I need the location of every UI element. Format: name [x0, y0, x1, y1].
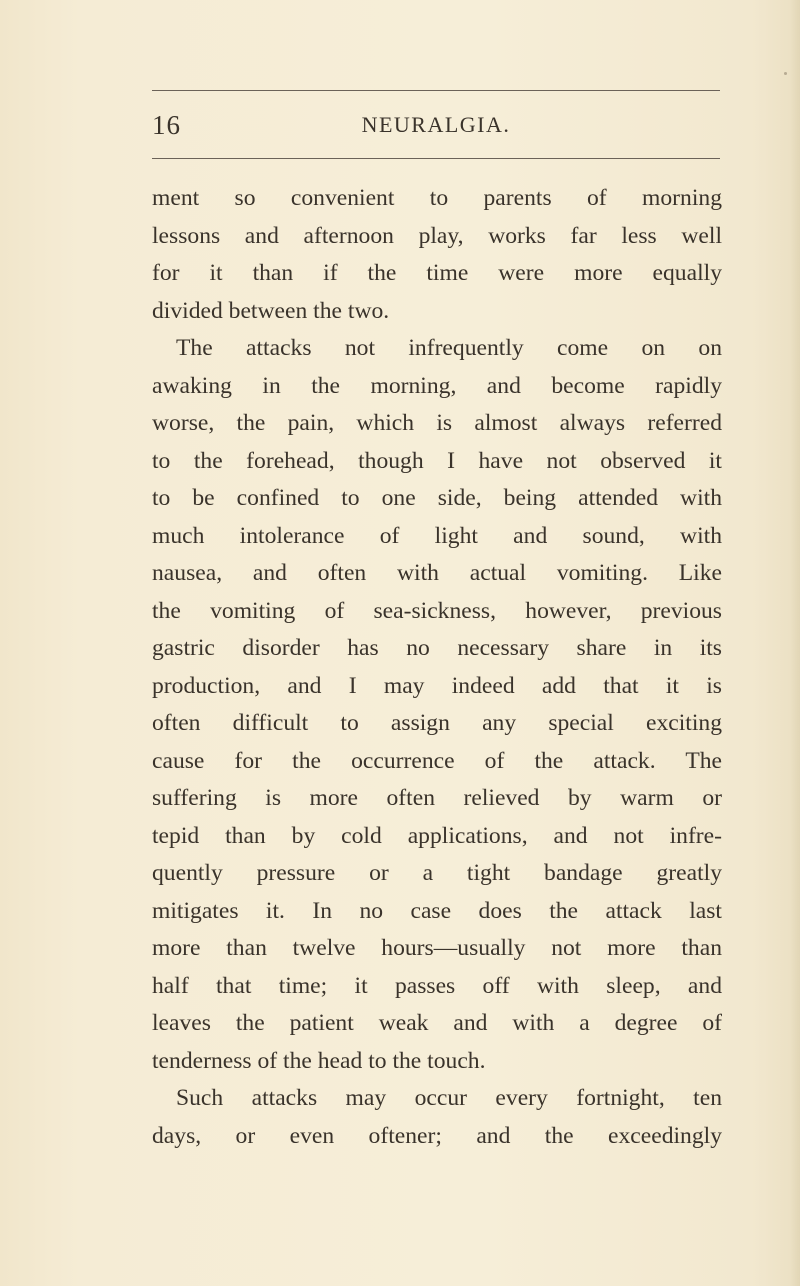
- text-line: cause for the occurrence of the attack. The: [152, 747, 722, 774]
- text-line: half that time; it passes off with sleep, and: [152, 972, 722, 999]
- page-number: 16: [152, 110, 181, 140]
- text-line: awaking in the morning, and become rapidly: [152, 372, 722, 399]
- text-line: the vomiting of sea-sickness, however, previous: [152, 597, 722, 624]
- text-line: often difficult to assign any special exciting: [152, 710, 722, 736]
- text-line: tenderness of the head to the touch.: [152, 1047, 486, 1074]
- text-line: ment so convenient to parents of morning: [152, 185, 722, 211]
- text-line: worse, the pain, which is almost always referred: [152, 410, 722, 436]
- header-rule-top: [152, 90, 720, 91]
- text-line: quently pressure or a tight bandage greatly: [152, 860, 722, 886]
- header-rule-bottom: [152, 158, 720, 159]
- text-line: days, or even oftener; and the exceedingly: [152, 1122, 722, 1149]
- text-line: for it than if the time were more equally: [152, 260, 722, 286]
- body-text: [152, 180, 722, 1155]
- text-line: gastric disorder has no necessary share in its: [152, 635, 722, 661]
- page-edge-shadow: [790, 0, 800, 1286]
- text-line: suffering is more often relieved by warm or: [152, 785, 722, 811]
- text-line: lessons and afternoon play, works far less well: [152, 222, 722, 249]
- text-line: The attacks not infrequently come on on: [176, 335, 722, 361]
- text-line: tepid than by cold applications, and not infre-: [152, 822, 722, 849]
- text-line: leaves the patient weak and with a degree of: [152, 1010, 722, 1036]
- paper-speck: [784, 72, 787, 75]
- running-title: NEURALGIA.: [361, 112, 511, 137]
- text-line: mitigates it. In no case does the attack last: [152, 897, 722, 924]
- text-line: divided between the two.: [152, 297, 390, 324]
- text-line: production, and I may indeed add that it is: [152, 672, 722, 699]
- text-line: much intolerance of light and sound, with: [152, 522, 722, 549]
- text-line: to the forehead, though I have not observed it: [152, 447, 722, 474]
- text-line: to be confined to one side, being attended with: [152, 485, 722, 511]
- text-line: nausea, and often with actual vomiting. Like: [152, 560, 722, 586]
- text-line: more than twelve hours—usually not more than: [152, 935, 722, 961]
- running-head: [152, 108, 720, 142]
- text-line: Such attacks may occur every fortnight, ten: [176, 1085, 722, 1111]
